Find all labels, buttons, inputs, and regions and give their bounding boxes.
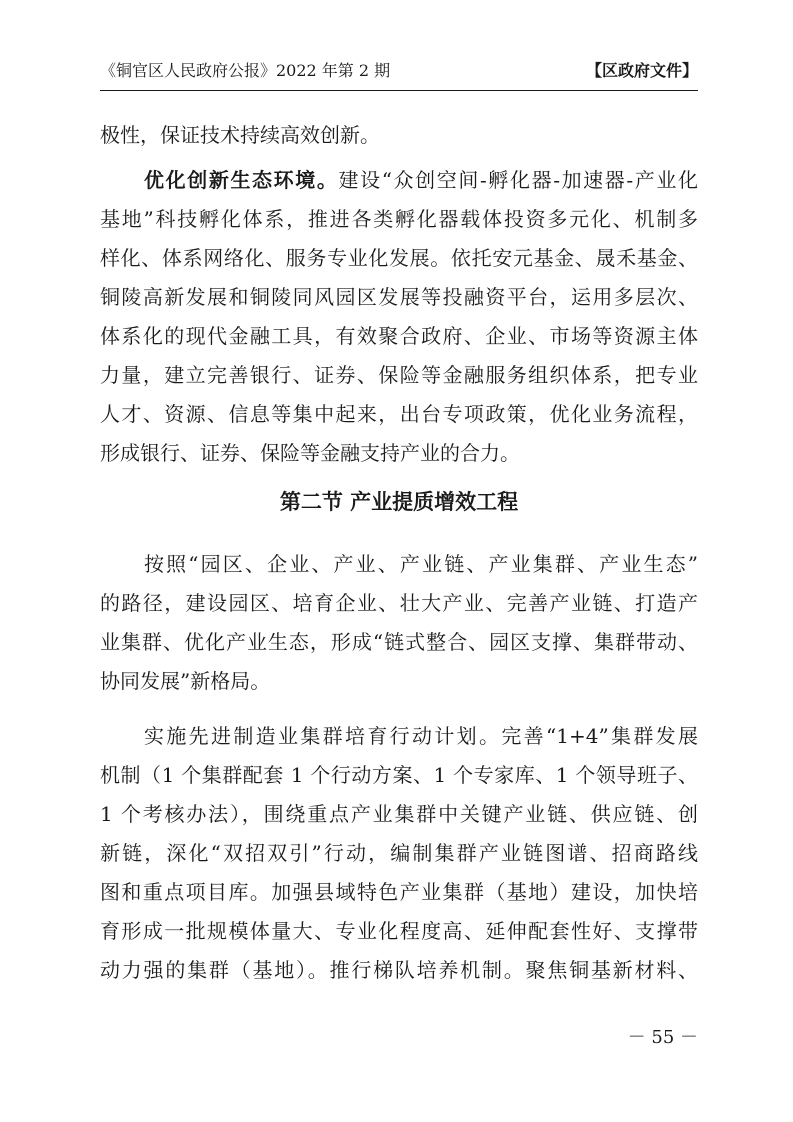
paragraph-line: 力量，建立完善银行、证券、保险等金融服务组织体系，把专业 [100, 363, 698, 387]
section-tag: 【区政府文件】 [585, 61, 698, 80]
paragraph-line: 1 个考核办法），围绕重点产业集群中关键产业链、供应链、创 [100, 802, 698, 826]
paragraph-line: 图和重点项目库。加强县域特色产业集群（基地）建设，加快培 [100, 880, 698, 904]
paragraph-line: 铜陵高新发展和铜陵同风园区发展等投融资平台，运用多层次、 [100, 285, 698, 309]
paragraph-line: 基地”科技孵化体系，推进各类孵化器载体投资多元化、机制多 [100, 207, 698, 231]
paragraph-line: 按照“园区、企业、产业、产业链、产业集群、产业生态” [144, 552, 698, 576]
paragraph-line: 业集群、优化产业生态，形成“链式整合、园区支撑、集群带动、 [100, 630, 698, 654]
paragraph-text: 建设“众创空间-孵化器-加速器-产业化 [338, 168, 698, 192]
paragraph-line: 人才、资源、信息等集中起来，出台专项政策，优化业务流程， [100, 402, 698, 426]
section-heading: 第二节 产业提质增效工程 [279, 490, 519, 514]
paragraph-line: 的路径，建设园区、培育企业、壮大产业、完善产业链、打造产 [100, 591, 698, 615]
paragraph-line: 育形成一批规模体量大、专业化程度高、延伸配套性好、支撑带 [100, 919, 698, 943]
paragraph-line: 协同发展”新格局。 [100, 669, 271, 693]
paragraph-line: 体系化的现代金融工具，有效聚合政府、企业、市场等资源主体 [100, 324, 698, 348]
paragraph-line: 极性，保证技术持续高效创新。 [100, 123, 380, 147]
page-number: － 55 － [627, 1027, 698, 1048]
paragraph-line: 新链，深化“双招双引”行动，编制集群产业链图谱、招商路线 [100, 841, 698, 865]
paragraph-line: 形成银行、证券、保险等金融支持产业的合力。 [100, 441, 520, 465]
paragraph-line: 机制（1 个集群配套 1 个行动方案、1 个专家库、1 个领导班子、 [100, 763, 698, 787]
running-header [100, 58, 698, 84]
paragraph-line: 动力强的集群（基地）。推行梯队培养机制。聚焦铜基新材料、 [100, 958, 698, 982]
header-divider [100, 90, 698, 91]
publication-title: 《铜官区人民政府公报》2022 年第 2 期 [100, 61, 391, 80]
paragraph-lead-heading: 优化创新生态环境。 [144, 168, 339, 192]
paragraph-line: 实施先进制造业集群培育行动计划。完善“1+4”集群发展 [144, 724, 698, 748]
paragraph-line [144, 160, 698, 200]
paragraph-line: 样化、体系网络化、服务专业化发展。依托安元基金、晟禾基金、 [100, 246, 698, 270]
